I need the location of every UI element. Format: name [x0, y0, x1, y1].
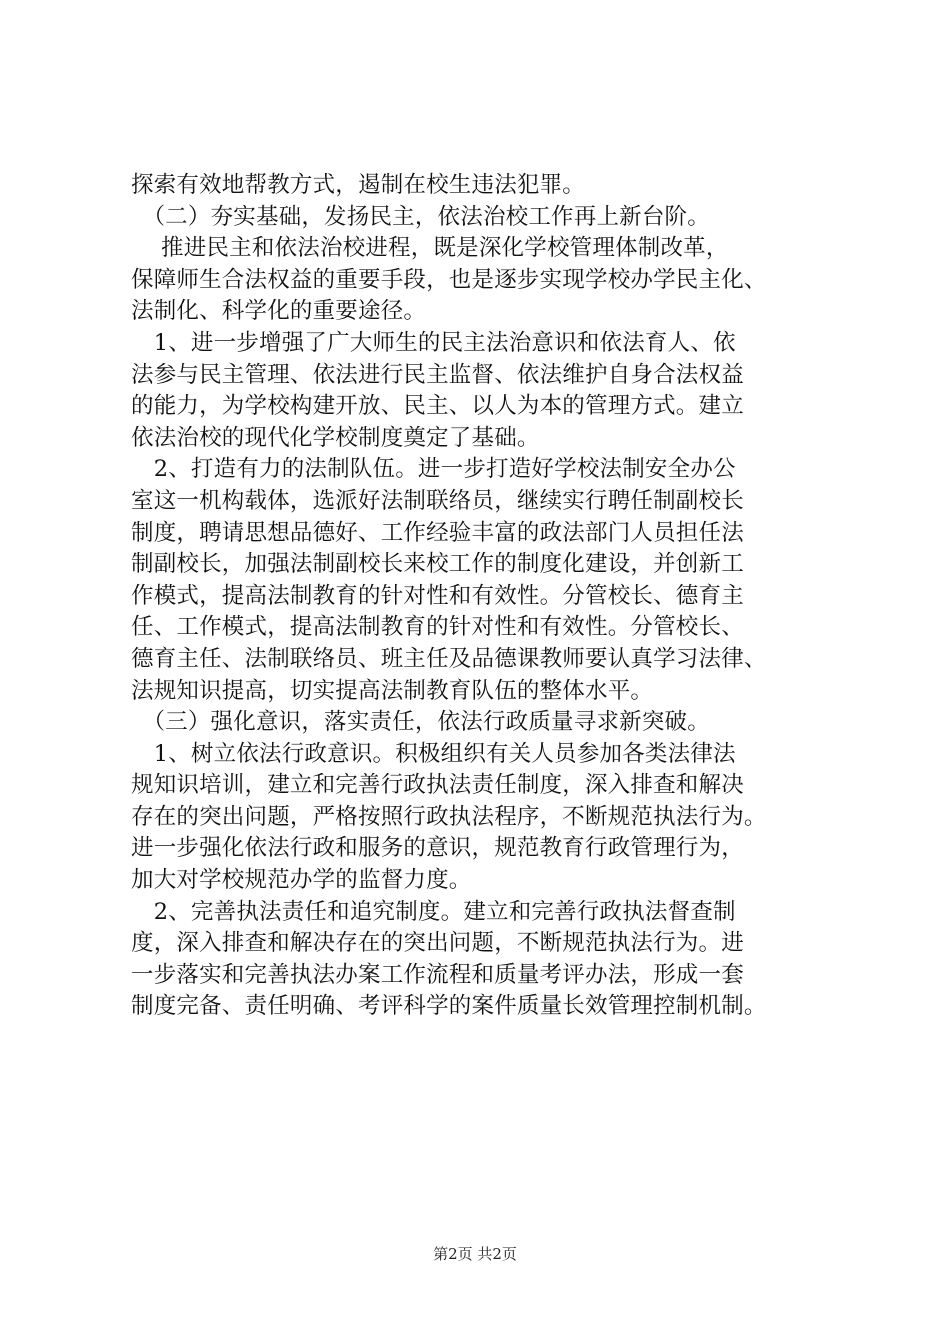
text-line: 任、工作模式，提高法制教育的针对性和有效性。分管校长、 [131, 614, 744, 641]
text-line: 探索有效地帮教方式，遏制在校生违法犯罪。 [131, 172, 586, 198]
text-line: 制副校长，加强法制副校长来校工作的制度化建设，并创新工 [131, 551, 744, 578]
page-number-label: 第2页 共2页 [433, 1245, 517, 1263]
text-line: 2、打造有力的法制队伍。进一步打造好学校法制安全办公 [131, 456, 736, 483]
text-line: 制度，聘请思想品德好、工作经验丰富的政法部门人员担任法 [131, 519, 744, 546]
text-line: 2、完善执法责任和追究制度。建立和完善行政执法督查制 [131, 898, 736, 925]
text-line: 依法治校的现代化学校制度奠定了基础。 [131, 424, 540, 451]
text-line: 德育主任、法制联络员、班主任及品德课教师要认真学习法律、 [131, 645, 767, 672]
text-line: 1、树立依法行政意识。积极组织有关人员参加各类法律法 [131, 740, 736, 767]
text-line: 加大对学校规范办学的监督力度。 [131, 867, 472, 894]
section-heading: （三）强化意识，落实责任，依法行政质量寻求新突破。 [131, 709, 710, 736]
text-line: 制度完备、责任明确、考评科学的案件质量长效管理控制机制。 [131, 993, 767, 1020]
text-line: 的能力，为学校构建开放、民主、以人为本的管理方式。建立 [131, 393, 744, 420]
text-line: 法制化、科学化的重要途径。 [131, 298, 427, 325]
text-line: 一步落实和完善执法办案工作流程和质量考评办法，形成一套 [131, 961, 744, 988]
section-heading: （二）夯实基础，发扬民主，依法治校工作再上新台阶。 [131, 203, 710, 230]
text-line: 度，深入排查和解决存在的突出问题，不断规范执法行为。进 [131, 930, 744, 957]
text-line: 推进民主和依法治校进程，既是深化学校管理体制改革， [131, 235, 729, 262]
text-line: 存在的突出问题，严格按照行政执法程序，不断规范执法行为。 [131, 803, 767, 830]
text-line: 1、进一步增强了广大师生的民主法治意识和依法育人、依 [131, 329, 736, 356]
text-line: 室这一机构载体，选派好法制联络员，继续实行聘任制副校长 [131, 487, 744, 514]
text-line: 法规知识提高，切实提高法制教育队伍的整体水平。 [131, 677, 654, 704]
text-line: 进一步强化依法行政和服务的意识，规范教育行政管理行为， [131, 835, 744, 862]
text-line: 保障师生合法权益的重要手段，也是逐步实现学校办学民主化、 [131, 266, 767, 293]
text-line: 规知识培训，建立和完善行政执法责任制度，深入排查和解决 [131, 772, 744, 799]
text-line: 作模式，提高法制教育的针对性和有效性。分管校长、德育主 [131, 582, 744, 609]
page-footer [0, 1243, 950, 1264]
document-body [131, 170, 861, 1023]
text-line: 法参与民主管理、依法进行民主监督、依法维护自身合法权益 [131, 361, 744, 388]
